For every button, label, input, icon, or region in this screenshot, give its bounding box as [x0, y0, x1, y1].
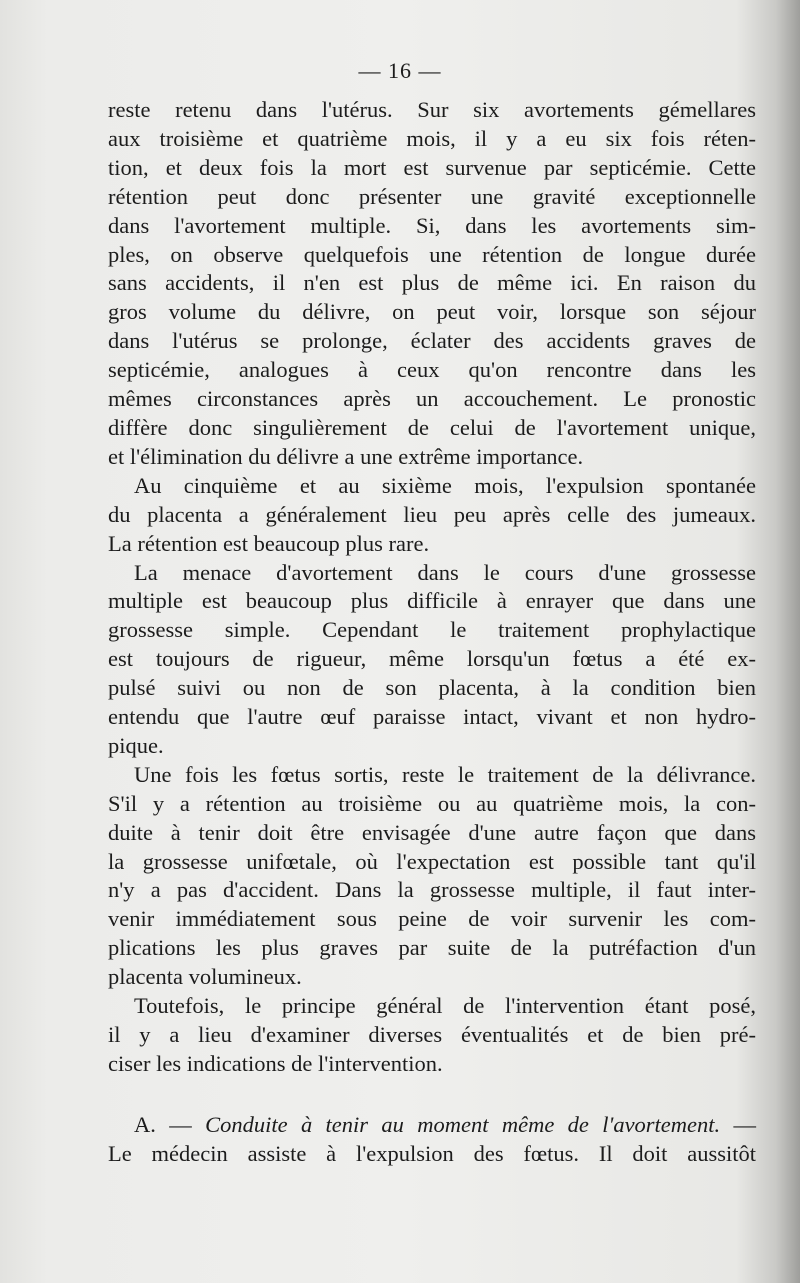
section-a	[108, 1111, 756, 1169]
text-line: La rétention est beaucoup plus rare.	[108, 530, 430, 556]
text-line: tion, et deux fois la mort est survenue par septicémie. Cette	[108, 154, 756, 180]
text-line: duite à tenir doit être envisagée d'une autre façon que dans	[108, 819, 756, 845]
text-line: il y a lieu d'examiner diverses éventualités et de bien pré-	[108, 1022, 756, 1047]
text-line: aux troisième et quatrième mois, il y a eu six fois réten-	[108, 125, 756, 151]
paragraph	[108, 559, 756, 761]
text-line: dans l'avortement multiple. Si, dans les avortements sim-	[108, 212, 756, 238]
text-line: ciser les indications de l'intervention.	[108, 1050, 443, 1076]
text-line: est toujours de rigueur, même lorsqu'un fœtus a été ex-	[108, 646, 756, 672]
text-line: Toutefois, le principe général de l'intervention étant posé,	[134, 993, 756, 1019]
text-line: placenta volumineux.	[108, 964, 302, 990]
text-line: plications les plus graves par suite de la putréfaction d'un	[108, 935, 756, 961]
section-suffix: —	[733, 1111, 757, 1137]
text-line: sans accidents, il n'en est plus de même ici. En raison du	[108, 270, 756, 296]
text-line: diffère donc singulièrement de celui de l'avortement unique,	[108, 414, 756, 440]
text-line: venir immédiatement sous peine de voir survenir les com-	[108, 906, 756, 932]
text-line: entendu que l'autre œuf paraisse intact, vivant et non hydro-	[108, 704, 756, 730]
paragraph	[108, 472, 756, 559]
text-line: La menace d'avortement dans le cours d'une grossesse	[134, 559, 756, 585]
text-line: septicémie, analogues à ceux qu'on rencontre dans les	[108, 357, 756, 383]
text-line: n'y a pas d'accident. Dans la grossesse multiple, il faut inter-	[108, 877, 756, 903]
text-line: mêmes circonstances après un accouchement. Le pronostic	[108, 386, 756, 412]
text-line: Une fois les fœtus sortis, reste le traitement de la délivrance.	[134, 761, 756, 787]
section-spacer	[108, 1079, 756, 1111]
text-line: et l'élimination du délivre a une extrême importance.	[108, 443, 584, 469]
section-heading-line	[108, 1111, 756, 1140]
text-line: multiple est beaucoup plus difficile à enrayer que dans une	[108, 588, 756, 614]
text-line: dans l'utérus se prolonge, éclater des accidents graves de	[108, 328, 756, 354]
text-line: grossesse simple. Cependant le traitement prophylactique	[108, 617, 756, 643]
page-number: — 16 —	[358, 58, 442, 83]
text-line: la grossesse unifœtale, où l'expectation est possible tant qu'il	[108, 848, 756, 874]
text-line: S'il y a rétention au troisième ou au quatrième mois, la con-	[108, 790, 756, 816]
section-prefix: A. —	[134, 1111, 192, 1137]
text-line: reste retenu dans l'utérus. Sur six avortements gémellares	[108, 97, 756, 122]
section-title: Conduite à tenir au moment même de l'avortement.	[205, 1111, 721, 1137]
text-line: gros volume du délivre, on peut voir, lorsque son séjour	[108, 299, 756, 325]
paragraph	[108, 761, 756, 992]
text-line: pulsé suivi ou non de son placenta, à la condition bien	[108, 675, 756, 701]
text-line: Au cinquième et au sixième mois, l'expulsion spontanée	[134, 472, 756, 498]
body-text	[108, 96, 756, 1169]
text-line: Le médecin assiste à l'expulsion des fœtus. Il doit aussitôt	[108, 1140, 756, 1166]
paragraph	[108, 96, 756, 472]
text-line: pique.	[108, 732, 164, 758]
paragraph	[108, 992, 756, 1079]
text-line: rétention peut donc présenter une gravité exceptionnelle	[108, 183, 756, 209]
text-line: ples, on observe quelquefois une rétention de longue durée	[108, 241, 756, 267]
text-line: du placenta a généralement lieu peu après celle des jumeaux.	[108, 501, 756, 527]
